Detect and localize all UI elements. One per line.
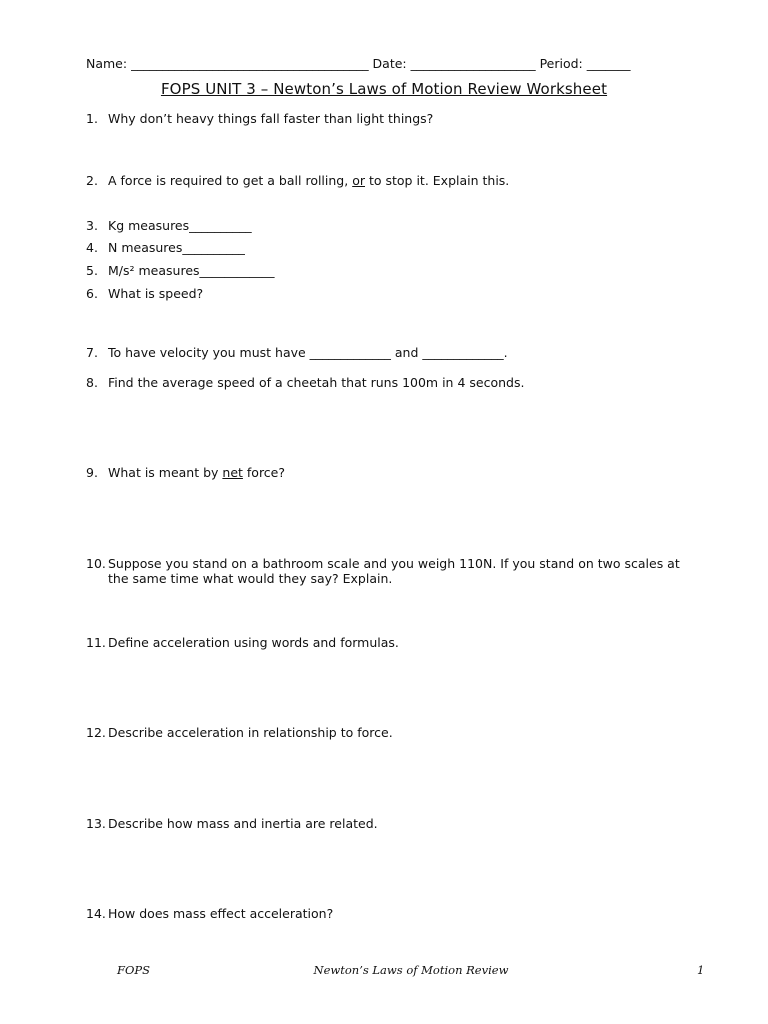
period-label: Period:	[535, 56, 587, 71]
question-number: 7.	[86, 345, 98, 360]
question-number: 11.	[86, 635, 106, 650]
question-text-part: to stop it. Explain this.	[364, 173, 510, 188]
question-text: To have velocity you must have _____________ and _____________.	[108, 345, 508, 360]
question-text-part: A force is required to get a ball rolling,	[108, 173, 353, 188]
question-number: 2.	[86, 173, 98, 188]
question-number: 4.	[86, 240, 98, 255]
question-text: Describe acceleration in relationship to force.	[108, 725, 393, 740]
date-label: Date:	[368, 56, 411, 71]
period-blank[interactable]: _______	[586, 56, 631, 71]
question-text-part: What is meant by	[108, 465, 223, 480]
question-number: 1.	[86, 111, 98, 126]
question-text: How does mass effect acceleration?	[108, 906, 334, 921]
name-label: Name:	[86, 56, 132, 71]
question-number: 3.	[86, 218, 98, 233]
question-text: N measures__________	[108, 240, 245, 255]
underlined-word: net	[222, 465, 243, 480]
underlined-word: or	[352, 173, 365, 188]
worksheet-title: FOPS UNIT 3 – Newton’s Laws of Motion Review Worksheet	[160, 80, 608, 98]
question-number: 5.	[86, 263, 98, 278]
question-text: Find the average speed of a cheetah that runs 100m in 4 seconds.	[108, 375, 525, 390]
question-text: Why don’t heavy things fall faster than light things?	[108, 111, 434, 126]
question-number: 14.	[86, 906, 106, 921]
footer-title	[0, 963, 768, 977]
question-text-part: force?	[242, 465, 286, 480]
question-text: Define acceleration using words and formulas.	[108, 635, 399, 650]
question-number: 8.	[86, 375, 98, 390]
question-text: What is speed?	[108, 286, 204, 301]
question-text	[108, 465, 698, 480]
question-text: M/s² measures____________	[108, 263, 275, 278]
question-text: Describe how mass and inertia are related.	[108, 816, 378, 831]
question-number: 6.	[86, 286, 98, 301]
footer-title-text: Newton’s Laws of Motion Review	[313, 963, 509, 977]
question-number: 10.	[86, 556, 106, 571]
footer-page-number: 1	[697, 963, 705, 977]
question-text: Suppose you stand on a bathroom scale and you weigh 110N. If you stand on two scales at the same time what would they say? Explain.	[108, 556, 680, 586]
student-info-line	[86, 56, 631, 71]
name-blank[interactable]: ______________________________________	[131, 56, 369, 71]
question-number: 13.	[86, 816, 106, 831]
date-blank[interactable]: ____________________	[410, 56, 536, 71]
footer-course: FOPS	[117, 963, 151, 977]
question-text: Kg measures__________	[108, 218, 252, 233]
question-number: 12.	[86, 725, 106, 740]
question-text	[108, 173, 698, 188]
question-number: 9.	[86, 465, 98, 480]
